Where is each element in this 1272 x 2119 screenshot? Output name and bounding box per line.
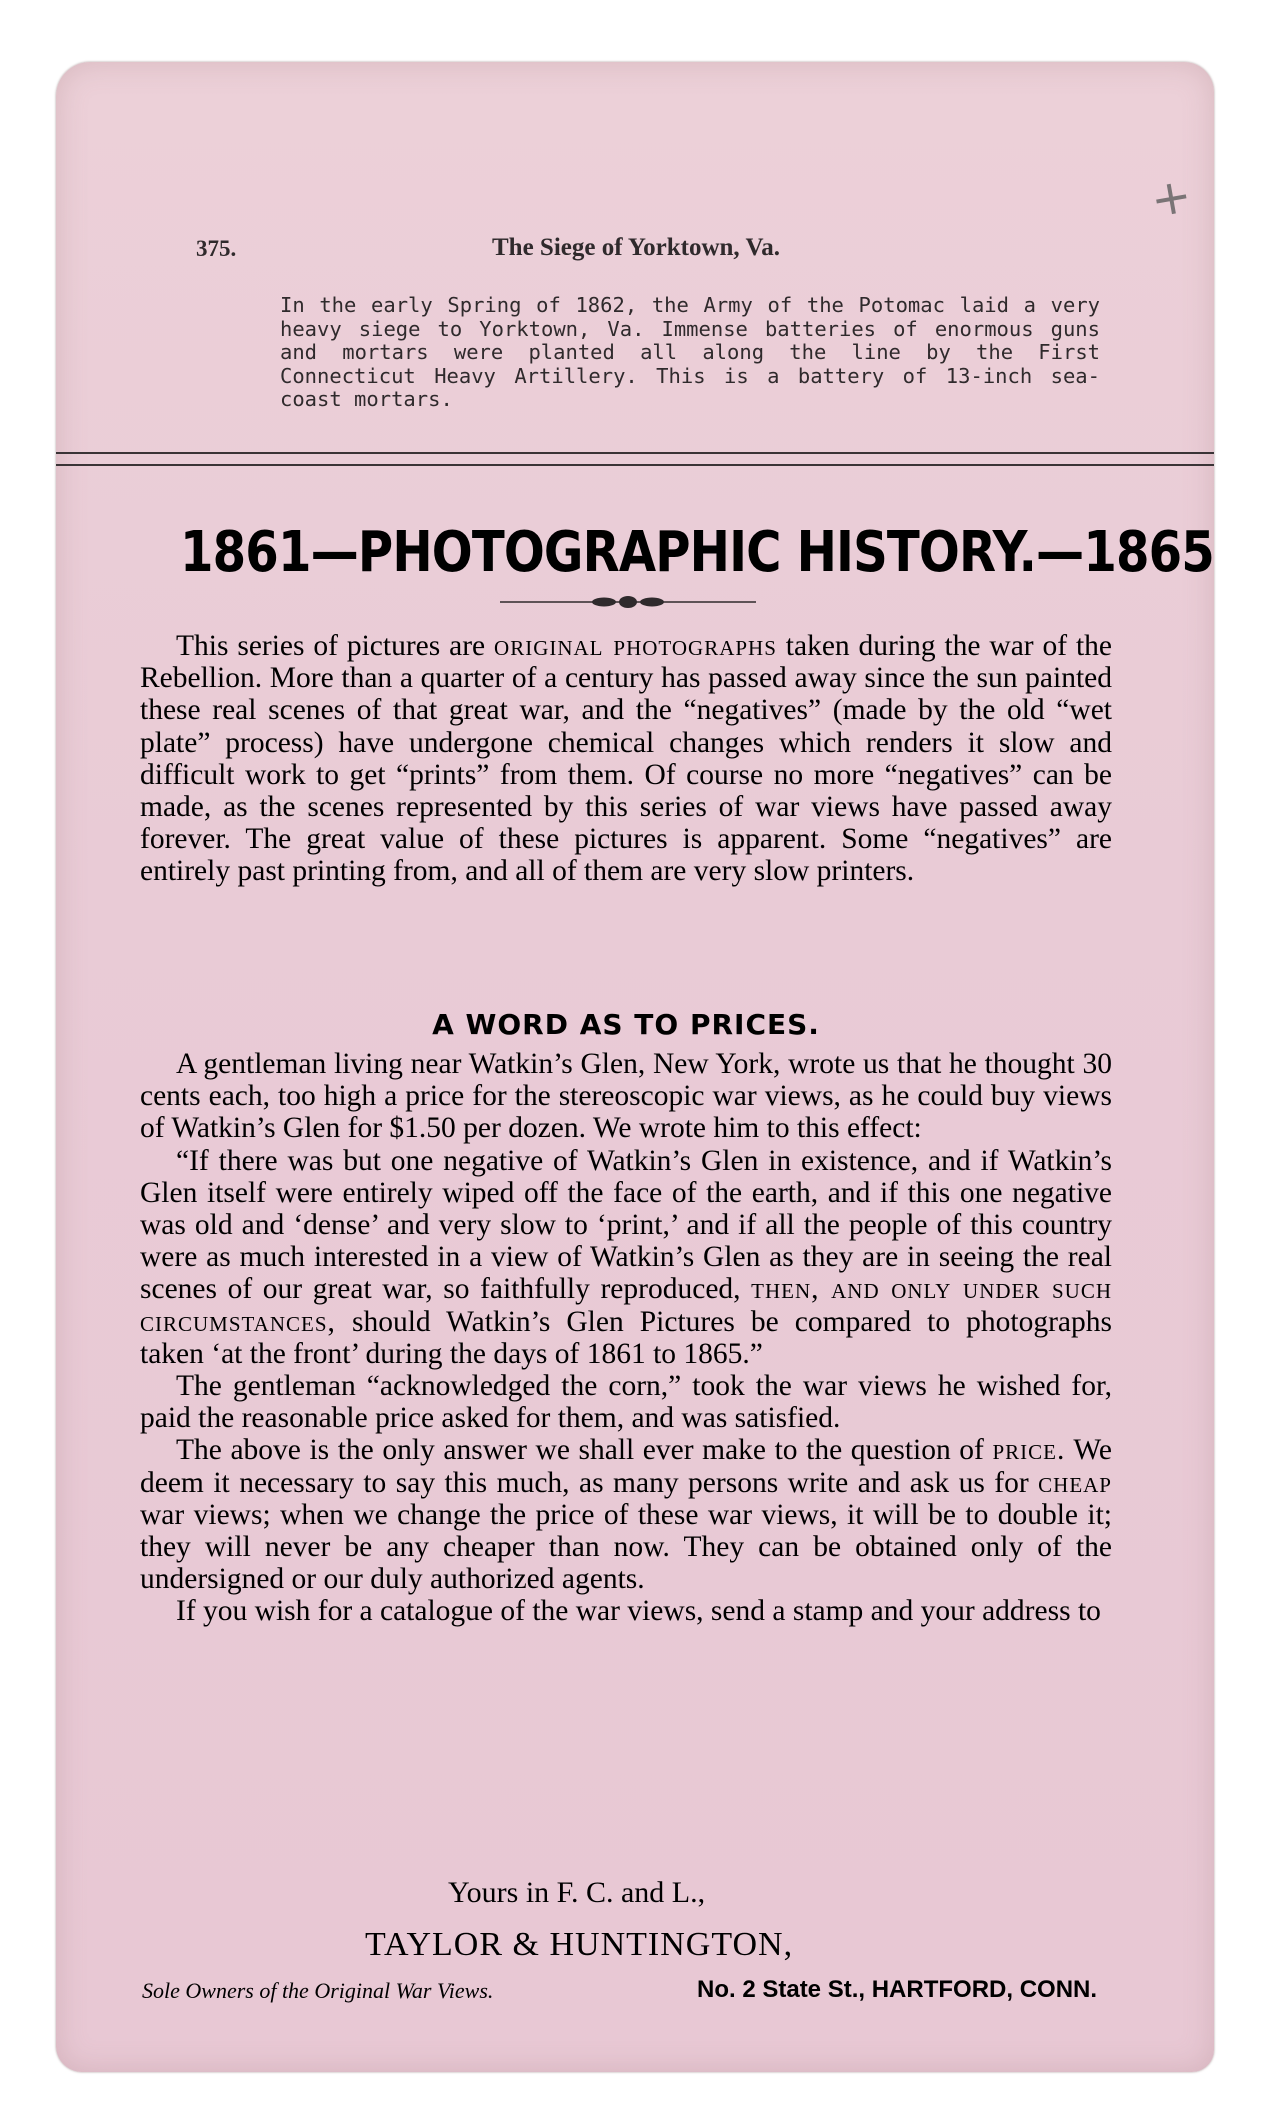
- closing-salutation: Yours in F. C. and L.,: [448, 1876, 706, 1909]
- quote-paragraph: “If there was but one negative of Watkin’s Glen in existence, and if Watkin’s Glen itself were entirely wiped off the face of the earth, and if this one negative was old and ‘dense’ and very slow to ‘print,’ and if all the people of this country were as much interested in a view of Watkin’s Glen as they are in seeing the real scenes of our great war, so faithfully reproduced, then, and only under such circumstances, should Watkin’s Glen Pictures be compared to photographs taken ‘at the front’ during the days of 1861 to 1865.”: [140, 1144, 1112, 1370]
- ornament-flourish-icon: [500, 592, 756, 612]
- divider-rule-bottom: [56, 464, 1214, 466]
- divider-rule-top: [56, 452, 1214, 454]
- pencil-mark: +: [1146, 166, 1196, 230]
- emphasis-cheap: cheap: [1038, 1466, 1112, 1499]
- firm-name: TAYLOR & HUNTINGTON,: [365, 1926, 794, 1963]
- prices-section: [140, 1048, 1112, 1628]
- view-title: The Siege of Yorktown, Va.: [492, 234, 780, 261]
- firm-address: No. 2 State St., HARTFORD, CONN.: [697, 1976, 1098, 2003]
- sole-owners-line: Sole Owners of the Original War Views.: [142, 1978, 494, 2003]
- corn-paragraph: The gentleman “acknowledged the corn,” took the war views he wished for, paid the reasonable price asked for them, and was satisfied.: [140, 1370, 1112, 1435]
- gentleman-paragraph: A gentleman living near Watkin’s Glen, New York, wrote us that he thought 30 cents each, too high a price for the stereoscopic war views, as he could buy views of Watkin’s Glen for $1.50 per dozen. We wrote him to this effect:: [140, 1048, 1112, 1145]
- emphasis-price: price.: [992, 1434, 1066, 1467]
- view-description: In the early Spring of 1862, the Army of the Potomac laid a very heavy siege to Yorktown, Va. Immense batteries of enormous guns and mortars were planted all along the line by the First Connecticut Heavy Artillery. This is a battery of 13-inch sea-coast mortars.: [280, 293, 1100, 411]
- answer-paragraph: The above is the only answer we shall ever make to the question of price. We deem it necessary to say this much, as many persons write and ask us for cheap war views; when we change the price of these war views, it will be to double it; they will never be any cheaper than now. They can be obtained only of the undersigned or our duly authorized agents.: [140, 1434, 1113, 1596]
- emphasis-original-photographs: original photographs: [494, 630, 777, 662]
- intro-paragraph: This series of pictures are original photographs taken during the war of the Rebellion. More than a quarter of a century has passed away since the sun painted these real scenes of that great war, and the “negatives” (made by the old “wet plate” process) have undergone chemical changes which renders it slow and difficult work to get “prints” from them. Of course no more “negatives” can be made, as the scenes represented by this series of war views have passed away forever. The great value of these pictures is apparent. Some “negatives” are entirely past printing from, and all of them are very slow printers.: [140, 630, 1112, 888]
- view-number: 375.: [196, 236, 237, 261]
- catalogue-paragraph: If you wish for a catalogue of the war views, send a stamp and your address to: [176, 1595, 1101, 1628]
- prices-heading: A WORD AS TO PRICES.: [432, 1008, 820, 1041]
- emphasis-then-only: then, and only under such circumstances,: [140, 1273, 1112, 1338]
- main-title: 1861—PHOTOGRAPHIC HISTORY.—1865: [180, 520, 1214, 585]
